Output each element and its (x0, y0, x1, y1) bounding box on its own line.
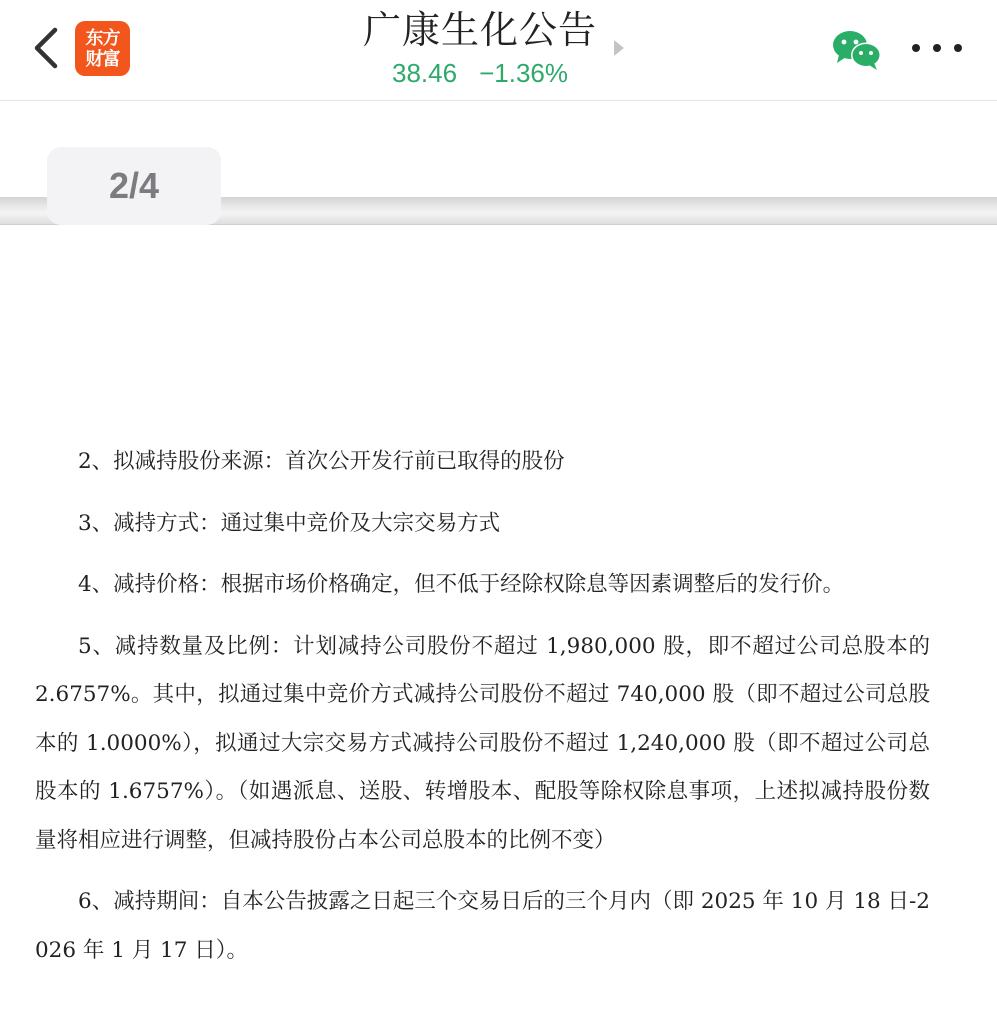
paragraph-5: 5、减持数量及比例：计划减持公司股份不超过 1,980,000 股，即不超过公司总股本的 2.6757%。其中，拟通过集中竞价方式减持公司股份不超过 740,000 股（即不超过公司总股本的 1.0000%），拟通过大宗交易方式减持公司股份不超过 1,240,000 股（即不超过公司总股本的 1.6757%）。（如遇派息、送股、转增股本、配股等除权除息事项，上述拟减持股份数量将相应进行调整，但减持股份占本公司总股本的比例不变） (35, 633, 930, 853)
more-dots-icon (912, 44, 920, 52)
chevron-left-icon (31, 26, 61, 70)
price-change: −1.36% (479, 58, 568, 88)
logo-line-1: 东方 (85, 27, 120, 49)
title-block (300, 8, 660, 88)
eastmoney-logo (75, 21, 130, 76)
wechat-icon (830, 28, 884, 72)
top-nav-bar (0, 0, 997, 101)
page-title[interactable]: 广康生化公告 (362, 10, 597, 52)
back-button[interactable] (22, 24, 70, 72)
logo-line-2: 财富 (85, 48, 120, 70)
caret-right-icon[interactable] (614, 40, 624, 56)
paragraph-3: 3、减持方式：通过集中竞价及大宗交易方式 (78, 510, 501, 536)
paragraph-2: 2、拟减持股份来源：首次公开发行前已取得的股份 (78, 449, 565, 474)
page-indicator: 2/4 (47, 147, 221, 225)
stock-price: 38.46 (392, 58, 458, 88)
wechat-share-button[interactable] (830, 28, 884, 72)
more-options-button[interactable] (912, 30, 962, 66)
paragraph-4: 4、减持价格：根据市场价格确定，但不低于经除权除息等因素调整后的发行价。 (78, 572, 845, 597)
quote-line (300, 58, 660, 88)
announcement-body (35, 438, 930, 975)
paragraph-6: 6、减持期间：自本公告披露之日起三个交易日后的三个月内（即 2025 年 10 月 18 日-2026 年 1 月 17 日）。 (35, 889, 930, 963)
